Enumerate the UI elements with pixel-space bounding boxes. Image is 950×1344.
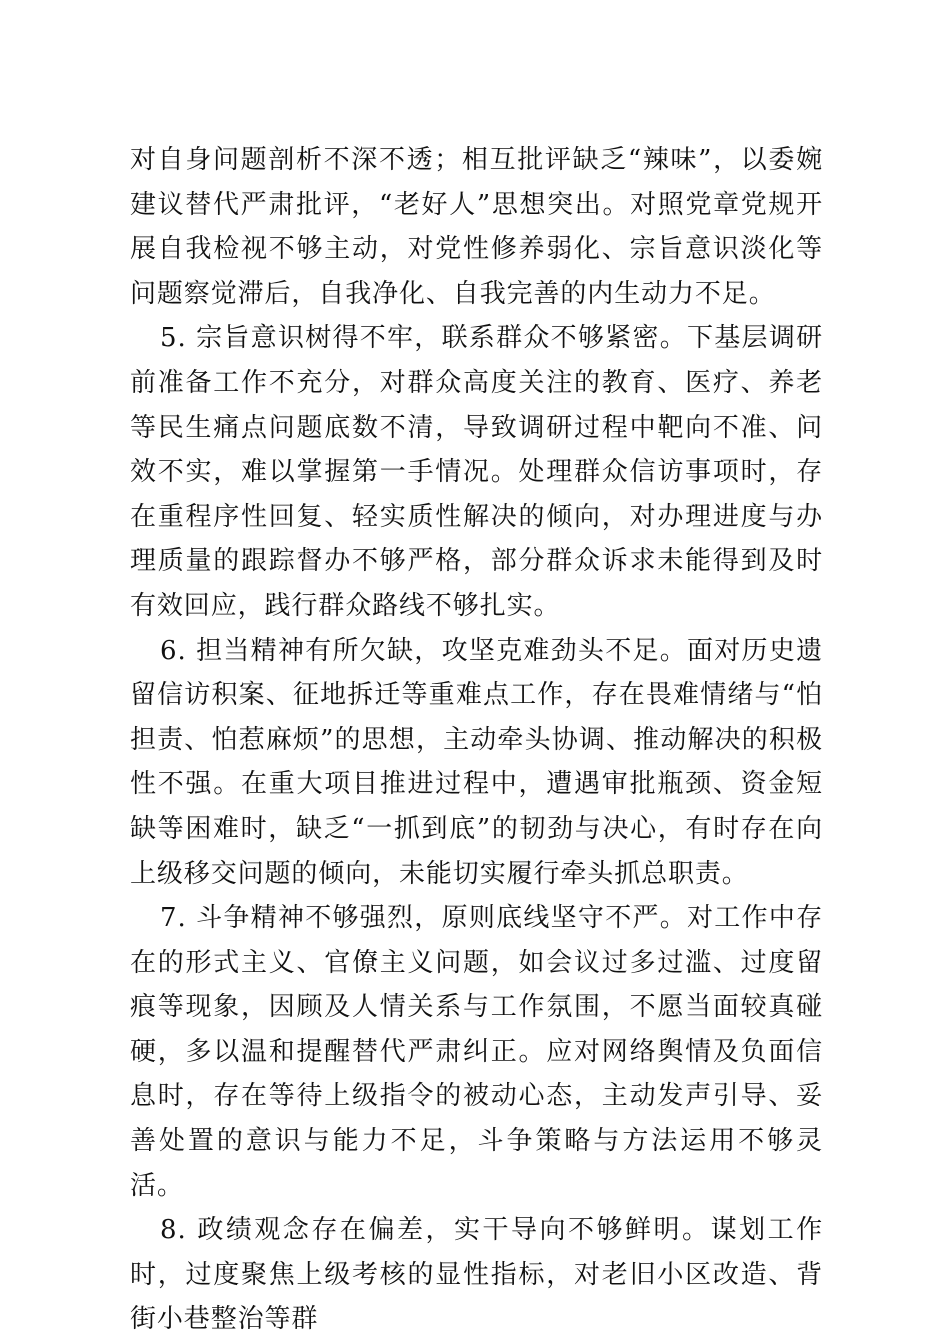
paragraph-item-8: 8. 政绩观念存在偏差，实干导向不够鲜明。谋划工作时，过度聚焦上级考核的显性指标，对老旧小区改造、背街小巷整治等群: [130, 1215, 823, 1335]
paragraph-item-5: 5. 宗旨意识树得不牢，联系群众不够紧密。下基层调研前准备工作不充分，对群众高度关注的教育、医疗、养老等民生痛点问题底数不清，导致调研过程中靶向不准、问效不实，难以掌握第一手情况。处理群众信访事项时，存在重程序性回复、轻实质性解决的倾向，对办理进度与办理质量的跟踪督办不够严格，部分群众诉求未能得到及时有效回应，践行群众路线不够扎实。: [130, 323, 823, 621]
paragraph-item-7: 7. 斗争精神不够强烈，原则底线坚守不严。对工作中存在的形式主义、官僚主义问题，如会议过多过滥、过度留痕等现象，因顾及人情关系与工作氛围，不愿当面较真碰硬，多以温和提醒替代严肃纠正。应对网络舆情及负面信息时，存在等待上级指令的被动心态，主动发声引导、妥善处置的意识与能力不足，斗争策略与方法运用不够灵活。: [130, 903, 823, 1201]
paragraph-item-6: 6. 担当精神有所欠缺，攻坚克难劲头不足。面对历史遗留信访积案、征地拆迁等重难点工作，存在畏难情绪与“怕担责、怕惹麻烦”的思想，主动牵头协调、推动解决的积极性不强。在重大项目推进过程中，遭遇审批瓶颈、资金短缺等困难时，缺乏“一抓到底”的韧劲与决心，有时存在向上级移交问题的倾向，未能切实履行牵头抓总职责。: [130, 635, 823, 889]
document-body: [130, 138, 823, 1342]
paragraph-continuation: 对自身问题剖析不深不透；相互批评缺乏“辣味”，以委婉建议替代严肃批评，“老好人”思想突出。对照党章党规开展自我检视不够主动，对党性修养弱化、宗旨意识淡化等问题察觉滞后，自我净化、自我完善的内生动力不足。: [130, 145, 823, 309]
